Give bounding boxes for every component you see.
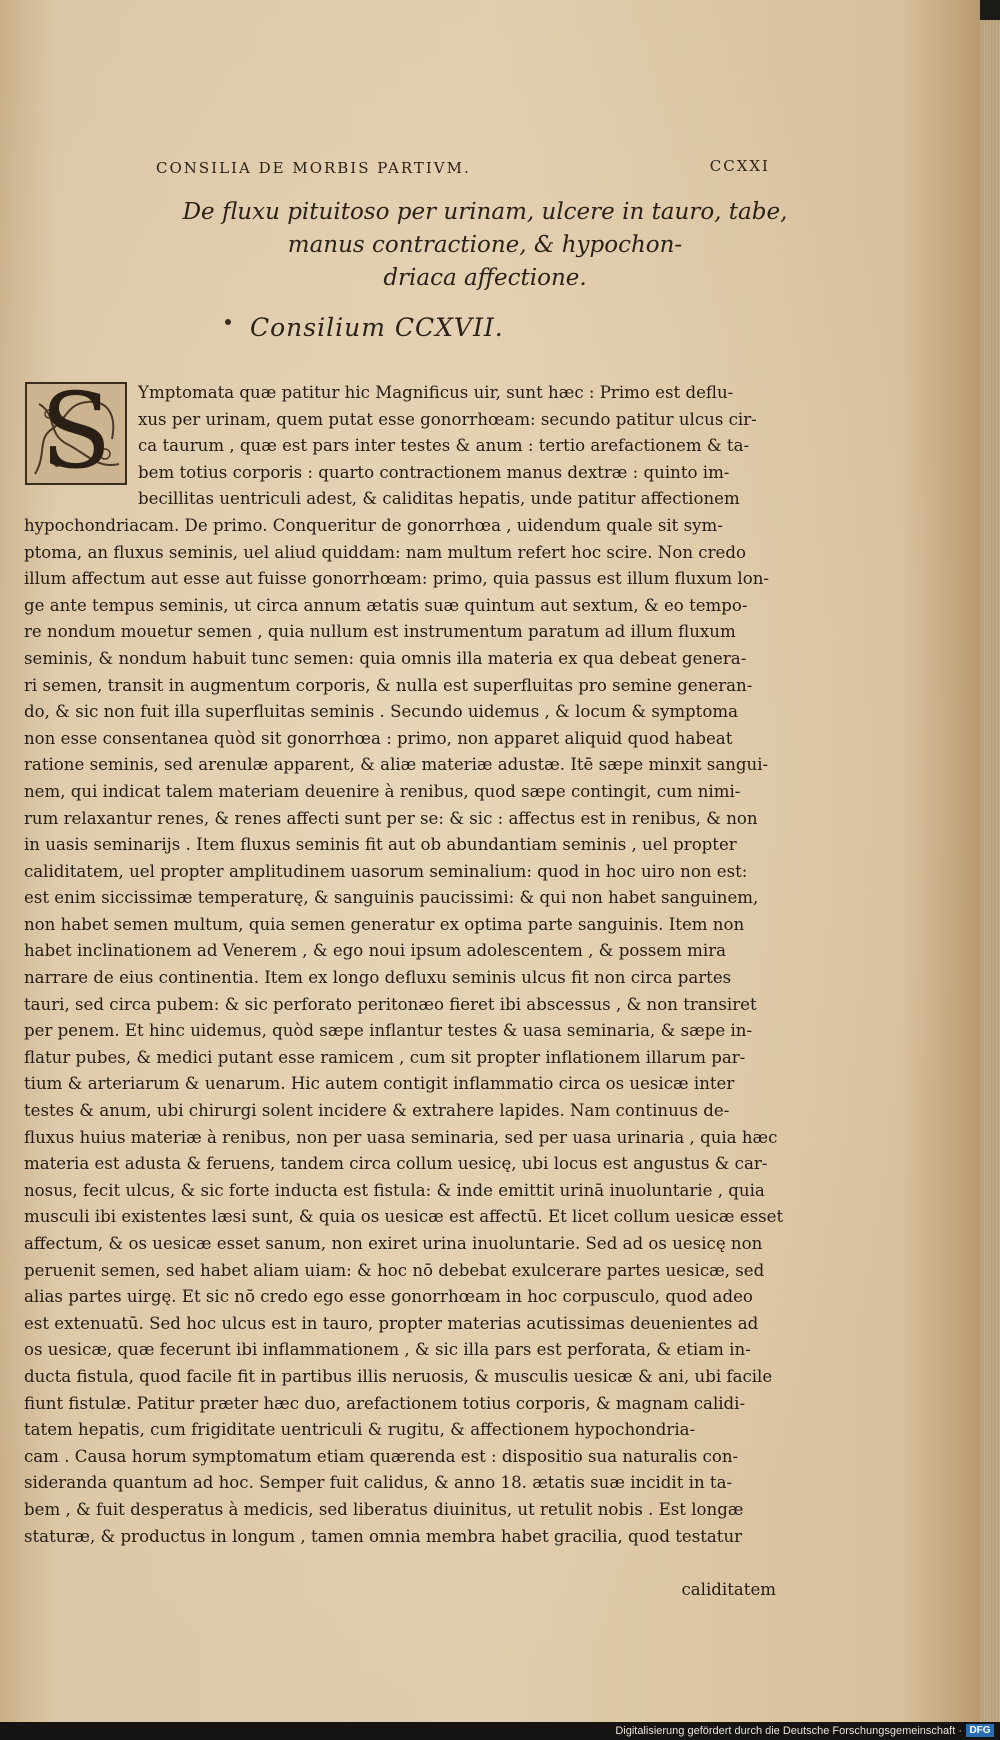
body-line: per penem. Et hinc uidemus, quòd sæpe inflantur testes & uasa seminaria, & sæpe in- [24,1021,753,1041]
ornament-dot [225,319,231,325]
body-line: narrare de eius continentia. Item ex longo defluxu seminis ulcus fit non circa partes [24,968,732,988]
body-text [24,380,784,1603]
body-line: rum relaxantur renes, & renes affecti sunt per se: & sic : affectus est in renibus, & non [24,808,758,828]
body-line: ge ante tempus seminis, ut circa annum ætatis suæ quintum aut sextum, & eo tempo- [24,595,748,615]
body-line: caliditatem, uel propter amplitudinem uasorum seminalium: quod in hoc uiro non est: [24,861,748,881]
body-line: habet inclinationem ad Venerem , & ego noui ipsum adolescentem , & possem mira [24,941,727,961]
initial-letter: S [40,382,112,485]
body-line: fiunt fistulæ. Patitur præter hæc duo, arefactionem totius corporis, & magnam calidi- [24,1393,746,1413]
body-line: bem totius corporis : quarto contractionem manus dextræ : quinto im- [138,462,730,482]
chapter-title-line: manus contractione, & hypochon- [287,232,683,258]
body-line: illum affectum aut esse aut fuisse gonorrhœam: primo, quia passus est illum fluxum lon- [24,569,770,589]
body-line: ptoma, an fluxus seminis, uel aliud quiddam: nam multum refert hoc scire. Non credo [24,542,746,562]
body-line: musculi ibi existentes læsi sunt, & quia os uesicæ est affectū. Et licet collum uesicæ esset [24,1207,784,1227]
page-fore-edge [980,20,1000,1722]
chapter-title-line: driaca affectione. [383,265,587,291]
body-line: bem , & fuit desperatus à medicis, sed liberatus diuinitus, ut retulit nobis . Est longæ [24,1499,744,1519]
body-line: re nondum mouetur semen , quia nullum est instrumentum paratum ad illum fluxum [24,622,736,642]
body-line: alias partes uirgę. Et sic nō credo ego esse gonorrhœam in hoc corpusculo, quod adeo [24,1287,753,1307]
body-line: tauri, sed circa pubem: & sic perforato peritonæo fieret ibi abscessus , & non transiret [24,994,757,1014]
body-line: affectum, & os uesicæ esset sanum, non exiret urina inuoluntarie. Sed ad os uesicę non [24,1234,763,1253]
catchword: caliditatem [681,1579,776,1599]
body-line: sideranda quantum ad hoc. Semper fuit calidus, & anno 18. ætatis suæ incidit in ta- [24,1473,733,1493]
page-number: CCXXI [709,157,770,175]
dfg-logo: DFG [966,1724,994,1737]
body-line: tium & arteriarum & uenarum. Hic autem contigit inflammatio circa os uesicæ inter [24,1074,735,1094]
body-line: ca taurum , quæ est pars inter testes & anum : tertio arefactionem & ta- [138,436,750,456]
body-line: est enim siccissimæ temperaturę, & sanguinis paucissimi: & qui non habet sanguinem, [24,888,759,908]
body-line: os uesicæ, quæ fecerunt ibi inflammationem , & sic illa pars est perforata, & etiam in- [24,1340,751,1360]
body-line: peruenit semen, sed habet aliam uiam: & hoc nō debebat exulcerare partes uesicæ, sed [24,1260,765,1280]
chapter-title-line: De fluxu pituitoso per urinam, ulcere in tauro, tabe, [182,199,788,225]
body-line: staturæ, & productus in longum , tamen omnia membra habet gracilia, quod testatur [24,1526,743,1546]
body-line: becillitas uentriculi adest, & caliditas hepatis, unde patitur affectionem [138,489,740,509]
body-line: non habet semen multum, quia semen generatur ex optima parte sanguinis. Item non [24,914,745,934]
body-line: ratione seminis, sed arenulæ apparent, & aliæ materiæ adustæ. Itē sæpe minxit sangui- [24,755,769,775]
body-line: nem, qui indicat talem materiam deuenire à renibus, quod sæpe contingit, cum nimi- [24,781,741,801]
body-line: cam . Causa horum symptomatum etiam quærenda est : dispositio sua naturalis con- [24,1446,739,1466]
body-line: materia est adusta & feruens, tandem circa collum uesicę, ubi locus est angustus & car- [24,1154,768,1174]
body-line: ri semen, transit in augmentum corporis, & nulla est superfluitas pro semine generan- [24,675,753,695]
body-line: testes & anum, ubi chirurgi solent incidere & extrahere lapides. Nam continuus de- [24,1101,730,1121]
body-line: nosus, fecit ulcus, & sic forte inducta est fistula: & inde emittit urinā inuoluntarie , quia [24,1180,765,1200]
digitization-credit: Digitalisierung gefördert durch die Deutsche Forschungsgemeinschaft · [615,1725,962,1737]
body-line: hypochondriacam. De primo. Conqueritur de gonorrhœa , uidendum quale sit sym- [24,515,723,535]
body-line: tatem hepatis, cum frigiditate uentriculi & rugitu, & affectionem hypochondria- [24,1420,696,1440]
consilium-heading: Consilium CCXVII. [250,313,504,342]
body-line: est extenuatū. Sed hoc ulcus est in tauro, propter materias acutissimas deuenientes ad [24,1313,759,1333]
body-line: flatur pubes, & medici putant esse ramicem , cum sit propter inflationem illarum par- [24,1047,746,1067]
running-head: CONSILIA DE MORBIS PARTIVM. [156,159,471,177]
body-line: non esse consentanea quòd sit gonorrhœa : primo, non apparet aliquid quod habeat [24,728,733,748]
body-line: fluxus huius materiæ à renibus, non per uasa seminaria, sed per uasa urinaria , quia hæc [24,1127,778,1147]
body-line: in uasis seminarijs . Item fluxus seminis fit aut ob abundantiam seminis , uel propter [24,835,737,855]
body-line: xus per urinam, quem putat esse gonorrhœam: secundo patitur ulcus cir- [138,409,757,429]
body-line: Ymptomata quæ patitur hic Magnificus uir, sunt hæc : Primo est deflu- [138,383,734,402]
chapter-title [135,196,835,295]
body-line [24,1550,784,1577]
body-line: seminis, & nondum habuit tunc semen: quia omnis illa materia ex qua debeat genera- [24,648,747,668]
body-line: ducta fistula, quod facile fit in partibus illis neruosis, & musculis uesicæ & ani, ubi facile [24,1366,773,1386]
body-line: do, & sic non fuit illa superfluitas seminis . Secundo uidemus , & locum & symptoma [24,702,738,722]
